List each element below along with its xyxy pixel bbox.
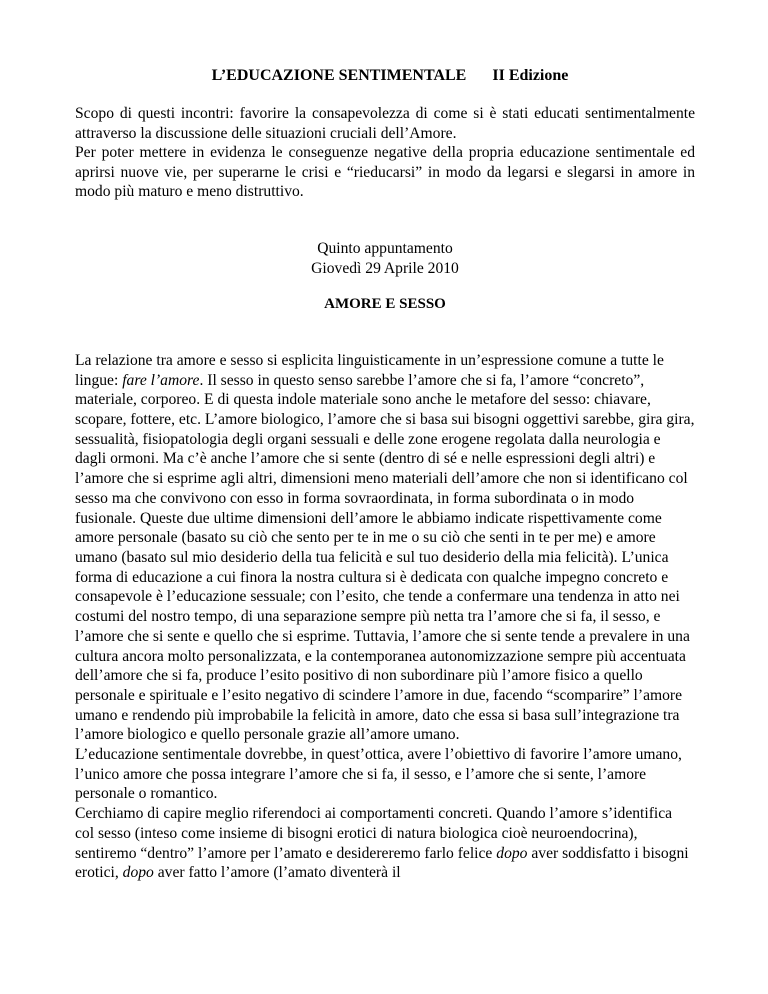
text-run: . Il sesso in questo senso sarebbe l’amore che si fa, l’amore “concreto”, materiale, corporeo. E di questa indole materiale sono anche le metafore del sesso: chiavare, scopare, fottere, etc. L’amore biologico, l’amore che si basa sui bisogni oggettivi sarebbe, gira gira, sessualità, fisiopatologia degli organi sessuali e delle zone erogene regolata dalla neurologia e dagli ormoni. Ma c’è anche l’amore che si sente (dentro di sé e nelle espressioni degli altri) e l’amore che si esprime agli altri, dimensioni meno materiali dell’amore che non si identificano col sesso ma che convivono con esso in forma sovraordinata, in forma subordinata o in modo fusionale. Queste due ultime dimensioni dell’amore le abbiamo indicate rispettivamente come amore personale (basato su ciò che sento per te in me o su ciò che senti in te per me) e amore umano (basato sul mio desiderio della tua felicità e sul tuo desiderio della mia felicità). L’unica forma di educazione a cui finora la nostra cultura si è dedicata con qualche impegno concreto e consapevole è l’educazione sessuale; con l’esito, che tende a confermare una tendenza in atto nei costumi del nostro tempo, di una separazione sempre più netta tra l’amore che si fa, il sesso, e l’amore che si sente e quello che si esprime. Tuttavia, l’amore che si sente tende a prevalere in una cultura ancora molto personalizzata, e la contemporanea autonomizzazione sempre più accentuata dell’amore che si fa, produce l’esito positivo di non subordinare più l’amore fisico a quello personale e spirituale e l’esito negativo di scindere l’amore in due, facendo “scomparire” l’amore umano e rendendo più improbabile la felicità in amore, dato che essa si basa sull’integrazione tra l’amore biologico e quello personale grazie all’amore umano. [75, 371, 695, 744]
italic-run: dopo [496, 844, 528, 862]
meeting-label: Quinto appuntamento [317, 239, 453, 257]
meeting-date: Giovedì 29 Aprile 2010 [311, 259, 459, 277]
text-run: La relazione tra amore e sesso si esplicita linguisticamente in un’espressione comune a tutte le lingue: [75, 351, 664, 389]
body-paragraph: L’educazione sentimentale dovrebbe, in quest’ottica, avere l’obiettivo di favorire l’amore umano, l’unico amore che possa integrare l’amore che si fa, il sesso, e l’amore che si sente, l’amore personale o romantico. [75, 746, 682, 803]
document-page [75, 66, 695, 883]
document-title [85, 66, 695, 86]
intro-paragraph: Scopo di questi incontri: favorire la consapevolezza di come si è stati educati sentimentalmente attraverso la discussione delle situazioni cruciali dell’Amore. [75, 105, 695, 142]
italic-run: dopo [122, 864, 154, 882]
intro-paragraph: Per poter mettere in evidenza le conseguenze negative della propria educazione sentimentale ed aprirsi nuove vie, per superarne le crisi e “rieducarsi” in modo da legarsi e slegarsi in amore in modo più maturo e meno distruttivo. [75, 144, 695, 201]
intro-section [75, 104, 695, 202]
body-text [75, 351, 695, 883]
text-run: aver fatto l’amore (l’amato diventerà il [153, 864, 401, 882]
italic-run: fare l’amore [122, 371, 200, 389]
section-heading: AMORE E SESSO [324, 295, 446, 312]
title-text: L’EDUCAZIONE SENTIMENTALE [211, 67, 467, 84]
text-run: aver soddisfatto i bisogni erotici, [75, 844, 689, 882]
body-paragraph [75, 804, 695, 883]
meeting-info [75, 239, 695, 279]
body-paragraph [75, 351, 695, 745]
text-run: Cerchiamo di capire meglio riferendoci ai comportamenti concreti. Quando l’amore s’identifica col sesso (inteso come insieme di bisogni erotici di natura biologica cioè neuroendocrina), sentiremo “dentro” l’amore per l’amato e desidereremo farlo felice [75, 805, 673, 862]
edition-text: II Edizione [492, 67, 569, 84]
